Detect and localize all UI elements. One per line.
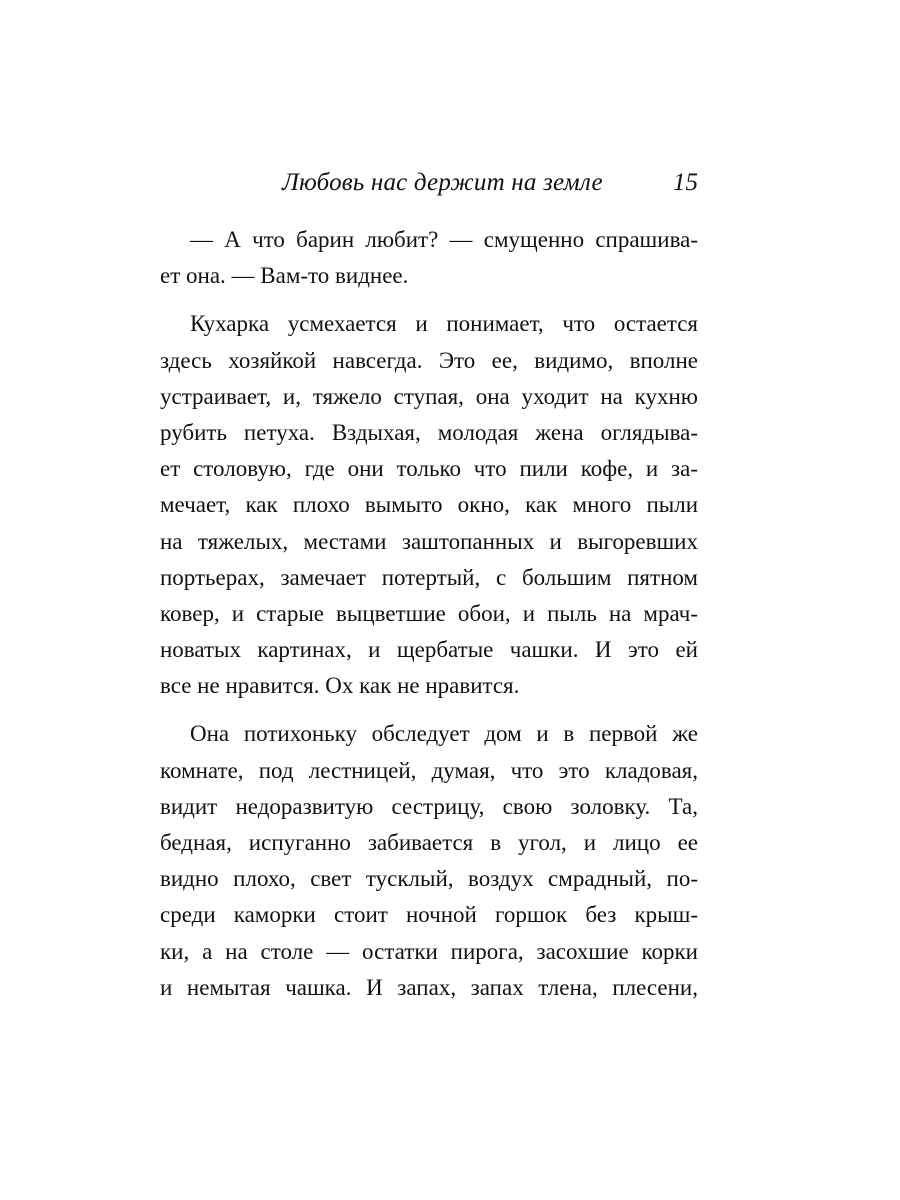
- paragraph-1: [160, 222, 698, 294]
- text-line: новатых картинах, и щербатые чашки. И это ей: [160, 637, 698, 663]
- paragraph-2: [160, 306, 698, 704]
- text-line: мечает, как плохо вымыто окно, как много пыли: [160, 492, 698, 518]
- text-line: Она потихоньку обследует дом и в первой же: [190, 721, 698, 747]
- text-line: комнате, под лестницей, думая, что это кладовая,: [160, 757, 698, 783]
- book-title: Любовь нас держит на земле: [282, 169, 603, 196]
- body-text: [160, 222, 698, 1018]
- text-line: ет столовую, где они только что пили кофе, и за-: [160, 456, 698, 482]
- running-head: [160, 166, 698, 200]
- text-line: ковер, и старые выцветшие обои, и пыль на мрач-: [160, 600, 698, 626]
- text-line: портьерах, замечает потертый, с большим пятном: [160, 564, 698, 590]
- page-number: 15: [673, 169, 698, 196]
- text-line: видно плохо, свет тусклый, воздух смрадный, по-: [160, 866, 698, 892]
- text-line: бедная, испуганно забивается в угол, и лицо ее: [160, 830, 698, 855]
- text-line: — А что барин любит? — смущенно спрашива-: [190, 227, 698, 252]
- text-line: рубить петуха. Вздыхая, молодая жена оглядыва-: [160, 419, 698, 445]
- text-line: ки, а на столе — остатки пирога, засохшие корки: [160, 938, 698, 964]
- text-line: на тяжелых, местами заштопанных и выгоревших: [160, 528, 698, 554]
- text-line: видит недоразвитую сестрицу, свою золовку. Та,: [160, 793, 698, 819]
- text-line: устраивает, и, тяжело ступая, она уходит на кухню: [160, 383, 698, 409]
- text-line: Кухарка усмехается и понимает, что остается: [190, 311, 698, 337]
- text-line: все не нравится. Ох как не нравится.: [160, 673, 520, 699]
- text-line: здесь хозяйкой навсегда. Это ее, видимо, вполне: [160, 347, 698, 373]
- paragraph-3: [160, 716, 698, 1006]
- text-line: и немытая чашка. И запах, запах тлена, плесени,: [160, 974, 698, 1000]
- text-line: ет она. — Вам-то виднее.: [160, 263, 409, 289]
- text-line: среди каморки стоит ночной горшок без крыш-: [160, 902, 698, 928]
